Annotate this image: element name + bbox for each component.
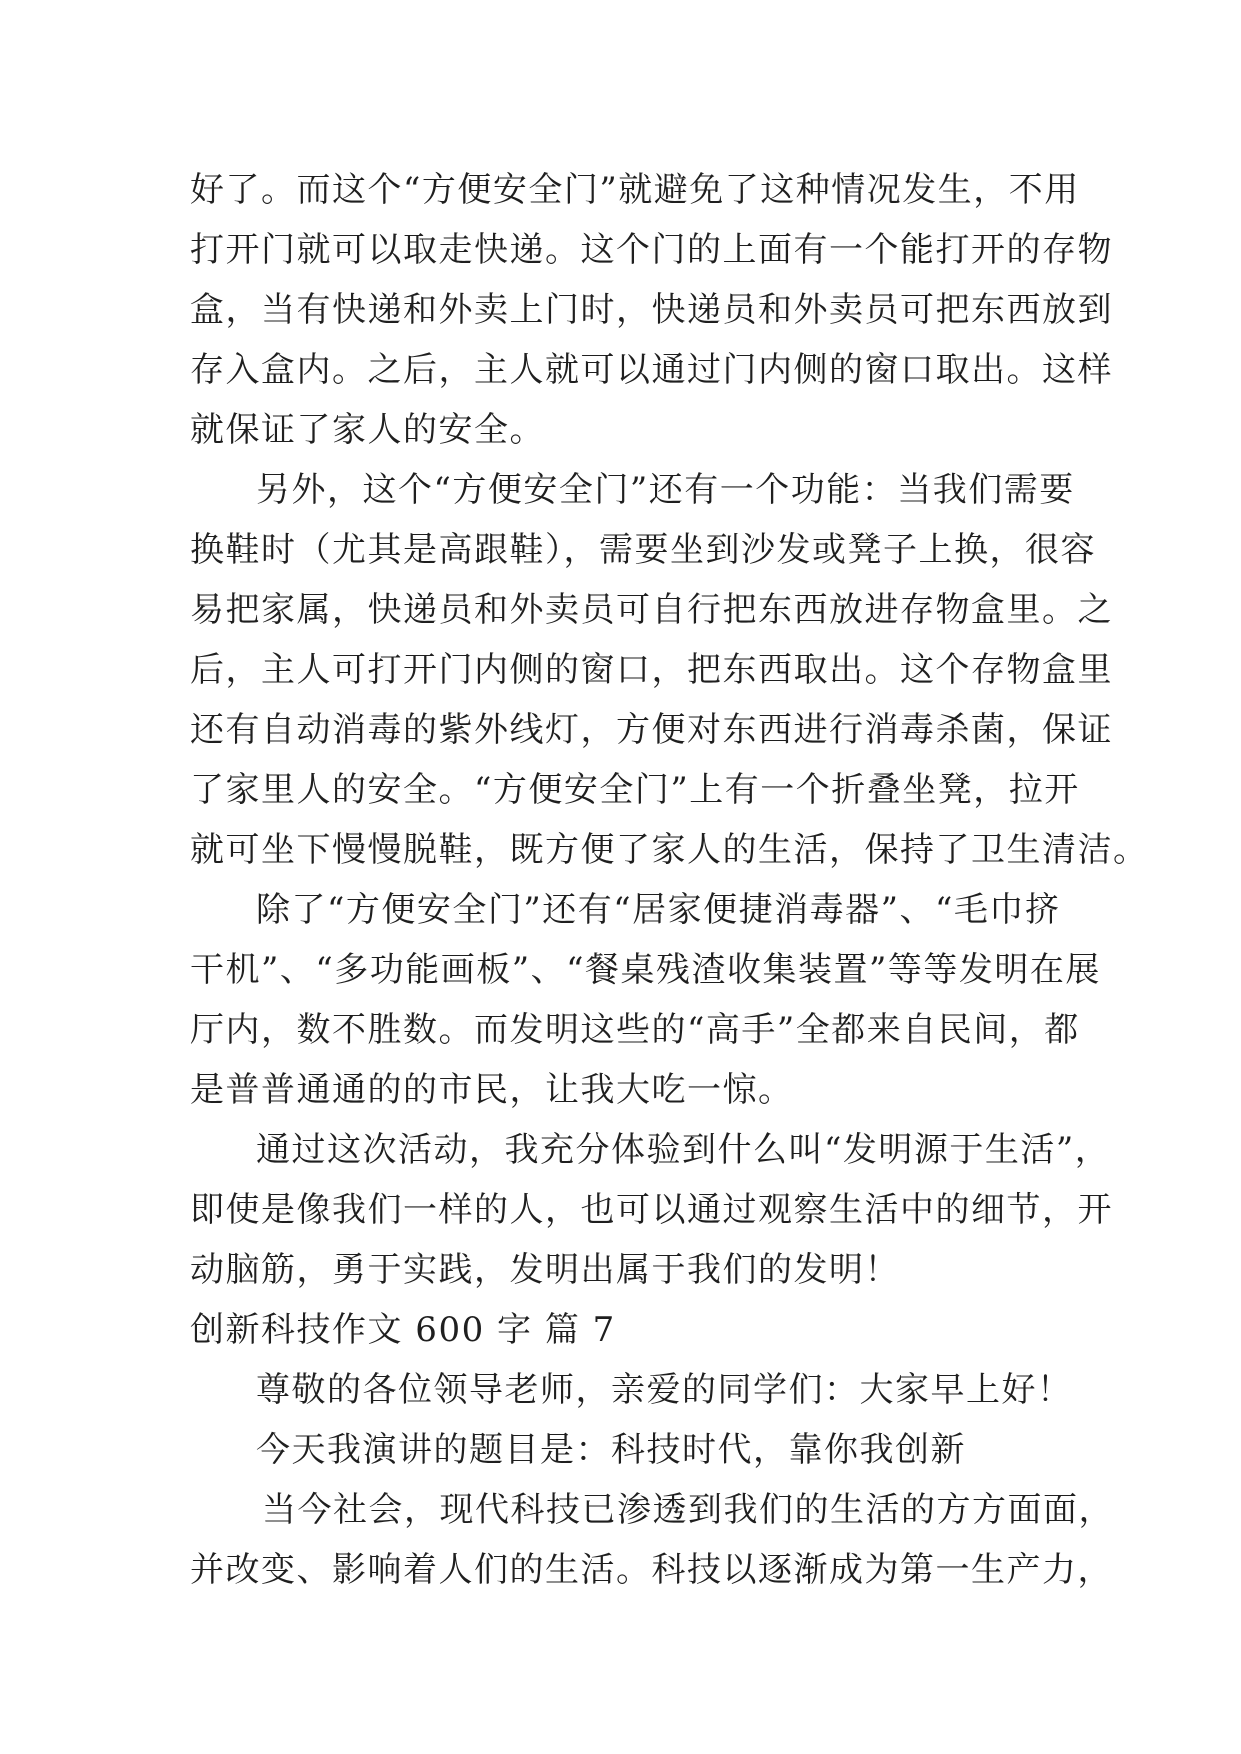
text-line: 好了。而这个“方便安全门”就避免了这种情况发生，不用 bbox=[190, 170, 1080, 210]
text-line: 易把家属，快递员和外卖员可自行把东西放进存物盒里。之 bbox=[190, 590, 1113, 630]
text-line: 后，主人可打开门内侧的窗口，把东西取出。这个存物盒里 bbox=[190, 650, 1113, 690]
text-line: 动脑筋，勇于实践，发明出属于我们的发明！ bbox=[190, 1250, 900, 1290]
text-line: 干机”、“多功能画板”、“餐桌残渣收集装置”等等发明在展 bbox=[190, 950, 1101, 990]
text-line: 盒，当有快递和外卖上门时，快递员和外卖员可把东西放到 bbox=[190, 290, 1113, 330]
text-line: 并改变、影响着人们的生活。科技以逐渐成为第一生产力， bbox=[190, 1550, 1113, 1590]
text-line: 就保证了家人的安全。 bbox=[190, 410, 545, 450]
paragraph-start-line: 除了“方便安全门”还有“居家便捷消毒器”、“毛巾挤 bbox=[256, 890, 1061, 930]
paragraph-start-line: 当今社会，现代科技已渗透到我们的生活的方方面面， bbox=[262, 1490, 1114, 1530]
section-heading: 创新科技作文 600 字 篇 7 bbox=[190, 1310, 616, 1350]
text-line: 即使是像我们一样的人，也可以通过观察生活中的细节，开 bbox=[190, 1190, 1113, 1230]
text-line: 存入盒内。之后，主人就可以通过门内侧的窗口取出。这样 bbox=[190, 350, 1113, 390]
greeting-line: 尊敬的各位领导老师，亲爱的同学们：大家早上好！ bbox=[256, 1370, 1073, 1410]
topic-line: 今天我演讲的题目是：科技时代，靠你我创新 bbox=[256, 1430, 966, 1470]
text-line: 就可坐下慢慢脱鞋，既方便了家人的生活，保持了卫生清洁。 bbox=[190, 830, 1149, 870]
text-line: 厅内，数不胜数。而发明这些的“高手”全都来自民间，都 bbox=[190, 1010, 1080, 1050]
paragraph-start-line: 另外，这个“方便安全门”还有一个功能：当我们需要 bbox=[256, 470, 1075, 510]
text-line: 是普普通通的的市民，让我大吃一惊。 bbox=[190, 1070, 794, 1110]
text-line: 还有自动消毒的紫外线灯，方便对东西进行消毒杀菌，保证 bbox=[190, 710, 1113, 750]
document-body bbox=[190, 160, 1149, 1600]
text-line: 换鞋时（尤其是高跟鞋），需要坐到沙发或凳子上换，很容 bbox=[190, 530, 1096, 570]
paragraph-start-line: 通过这次活动，我充分体验到什么叫“发明源于生活”， bbox=[256, 1130, 1111, 1170]
text-line: 了家里人的安全。“方便安全门”上有一个折叠坐凳，拉开 bbox=[190, 770, 1080, 810]
text-line: 打开门就可以取走快递。这个门的上面有一个能打开的存物 bbox=[190, 230, 1113, 270]
